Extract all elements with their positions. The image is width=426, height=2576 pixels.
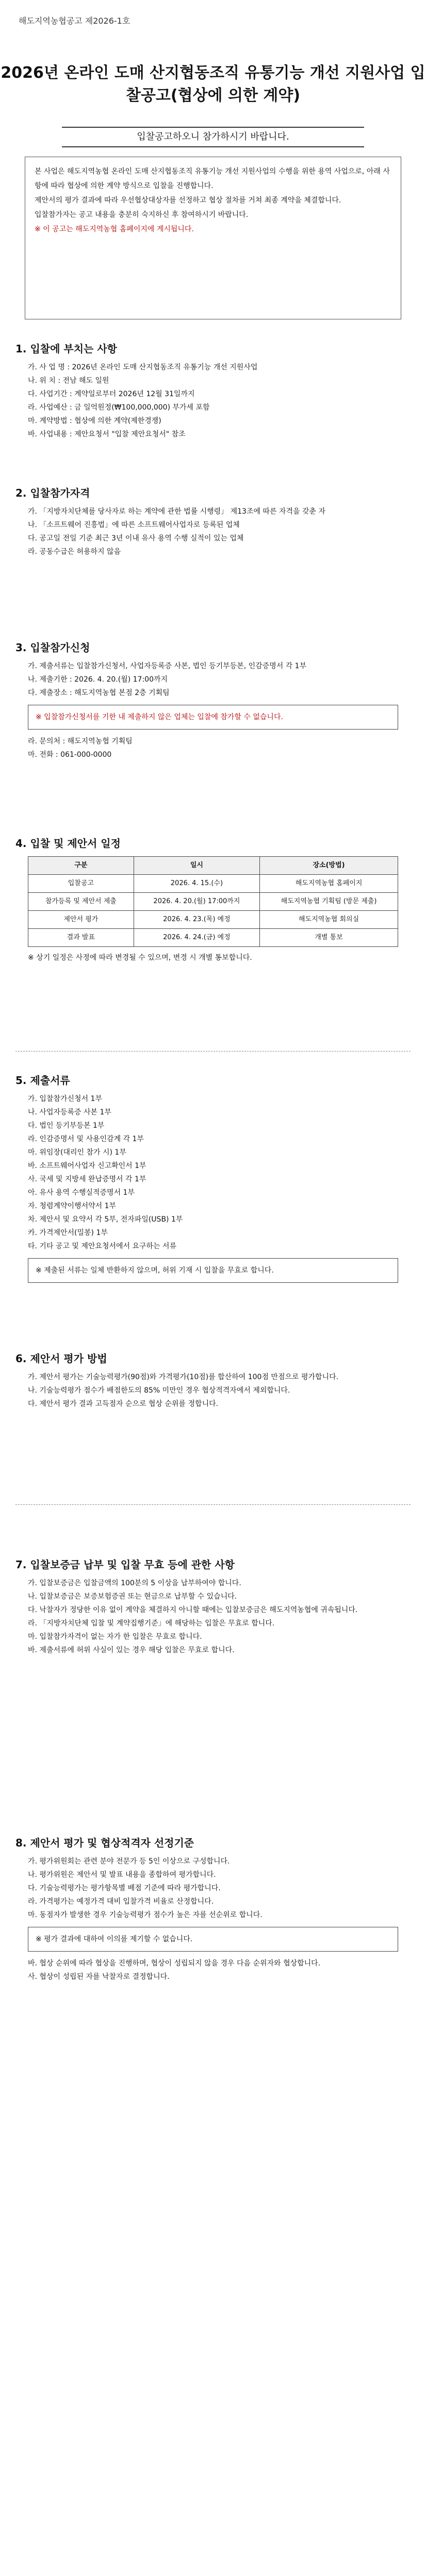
section-heading: 8. 제안서 평가 및 협상적격자 선정기준 [15,1837,194,1849]
section-3 [15,639,411,761]
document-number: 해도지역농협공고 제2026-1호 [19,16,130,26]
table-cell: 2026. 4. 23.(목) 예정 [134,911,259,929]
table-cell: 참가등록 및 제안서 제출 [28,893,134,911]
section-item: 바. 소프트웨어사업자 신고확인서 1부 [28,1162,146,1170]
section-heading: 5. 제출서류 [15,1074,70,1087]
section-item: 가. 「지방자치단체를 당사자로 하는 계약에 관한 법률 시행령」 제13조에 따른 자격을 갖춘 자 [28,507,326,516]
table-row [28,875,398,893]
section-item: 나. 사업자등록증 사본 1부 [28,1108,111,1116]
section-item: 나. 기술능력평가 점수가 배점한도의 85% 미만인 경우 협상적격자에서 제외합니다. [28,1386,290,1395]
notice-box [25,157,401,319]
table-header-row [28,857,398,875]
section-item: 가. 평가위원회는 관련 분야 전문가 등 5인 이상으로 구성합니다. [28,1857,230,1866]
section-item: 바. 사업내용 : 제안요청서 "입찰 제안요청서" 참조 [28,430,186,438]
section-item: 다. 낙찰자가 정당한 이유 없이 계약을 체결하지 아니할 때에는 입찰보증금은 해도지역농협에 귀속됩니다. [28,1606,358,1614]
section-item: 가. 사 업 명 : 2026년 온라인 도매 산지협동조직 유통기능 개선 지원사업 [28,363,258,371]
section-4 [15,835,411,964]
section-heading: 1. 입찰에 부치는 사항 [15,343,117,355]
section-item: 자. 청렴계약이행서약서 1부 [28,1202,117,1210]
section-item: 마. 계약방법 : 협상에 의한 계약(제한경쟁) [28,417,161,425]
table-cell: 해도지역농협 기획팀 (방문 제출) [260,893,398,911]
section-heading: 6. 제안서 평가 방법 [15,1352,107,1365]
section-item: 마. 입찰참가자격이 없는 자가 한 입찰은 무효로 합니다. [28,1633,202,1641]
section-item: 다. 법인 등기부등본 1부 [28,1122,105,1130]
section-item: 가. 제출서류는 입찰참가신청서, 사업자등록증 사본, 법인 등기부등본, 인감증명서 각 1부 [28,662,307,670]
section-item: 라. 문의처 : 해도지역농협 기획팀 [28,737,133,745]
section-item: 마. 전화 : 061-000-0000 [28,751,112,759]
section-item: 카. 가격제안서(밀봉) 1부 [28,1229,108,1237]
section-7 [15,1556,411,1657]
section-heading: 4. 입찰 및 제안서 일정 [15,837,121,850]
section-item: 다. 기술능력평가는 평가항목별 배점 기준에 따라 평가합니다. [28,1884,221,1892]
document-title: 2026년 온라인 도매 산지협동조직 유통기능 개선 지원사업 입찰공고(협상에 의한 계약) [1,64,425,105]
section-item: 사. 국세 및 지방세 완납증명서 각 1부 [28,1175,146,1183]
section-note-box: ※ 제출된 서류는 일체 반환하지 않으며, 허위 기재 시 입찰을 무효로 합니다. [28,1258,398,1283]
section-item: 바. 협상 순위에 따라 협상을 진행하며, 협상이 성립되지 않을 경우 다음 순위자와 협상합니다. [28,1959,321,1968]
section-item: 나. 평가위원은 제안서 및 발표 내용을 종합하여 평가합니다. [28,1871,216,1879]
notice-line: 입찰참가자는 공고 내용을 충분히 숙지하신 후 참여하시기 바랍니다. [35,211,249,219]
section-item: 나. 위 치 : 전남 해도 일원 [28,377,109,385]
table-cell: 2026. 4. 20.(월) 17:00까지 [134,893,259,911]
section-item: 차. 제안서 및 요약서 각 5부, 전자파일(USB) 1부 [28,1215,183,1224]
section-item: 가. 입찰참가신청서 1부 [28,1095,102,1103]
section-item: 나. 「소프트웨어 진흥법」에 따른 소프트웨어사업자로 등록된 업체 [28,521,240,529]
schedule-note: ※ 상기 일정은 사정에 따라 변경될 수 있으며, 변경 시 개별 통보합니다. [28,954,252,962]
table-cell: 제안서 평가 [28,911,134,929]
section-item: 마. 동점자가 발생한 경우 기술능력평가 점수가 높은 자를 선순위로 합니다. [28,1911,263,1919]
table-cell: 해도지역농협 홈페이지 [260,875,398,893]
section-item: 아. 유사 용역 수행실적증명서 1부 [28,1189,135,1197]
table-cell: 2026. 4. 24.(금) 예정 [134,929,259,947]
section-6 [15,1350,411,1411]
section-item: 라. 가격평가는 예정가격 대비 입찰가격 비율로 산정합니다. [28,1897,214,1906]
section-heading: 7. 입찰보증금 납부 및 입찰 무효 등에 관한 사항 [15,1558,235,1571]
table-cell: 해도지역농협 회의실 [260,911,398,929]
section-note-box: ※ 입찰참가신청서를 기한 내 제출하지 않은 업체는 입찰에 참가할 수 없습니다. [28,705,398,730]
notice-line: 제안서의 평가 결과에 따라 우선협상대상자를 선정하고 협상 절차를 거쳐 최종 계약을 체결합니다. [35,196,341,205]
section-2 [15,484,411,558]
section-8 [15,1834,411,1984]
section-heading: 3. 입찰참가신청 [15,641,90,654]
section-item: 바. 제출서류에 허위 사실이 있는 경우 해당 입찰은 무효로 합니다. [28,1646,235,1654]
section-item: 나. 제출기한 : 2026. 4. 20.(월) 17:00까지 [28,675,168,684]
section-item: 라. 공동수급은 허용하지 않음 [28,548,121,556]
section-item: 가. 제안서 평가는 기술능력평가(90점)와 가격평가(10점)를 합산하여 100점 만점으로 평가합니다. [28,1373,339,1381]
section-note-box: ※ 평가 결과에 대하여 이의를 제기할 수 없습니다. [28,1927,398,1952]
table-row [28,911,398,929]
notice-line: 본 사업은 해도지역농협 온라인 도매 산지협동조직 유통기능 개선 지원사업의 수행을 위한 용역 사업으로, 아래 사항에 따라 협상에 의한 계약 방식으로 입찰을 진행합니다. [35,167,390,190]
section-item: 사. 협상이 성립된 자를 낙찰자로 결정합니다. [28,1973,170,1981]
notice-line: ※ 이 공고는 해도지역농협 홈페이지에 게시됩니다. [35,225,194,233]
column-header: 구분 [28,857,134,875]
section-item: 다. 제안서 평가 결과 고득점자 순으로 협상 순위를 정합니다. [28,1400,219,1408]
section-item: 다. 제출장소 : 해도지역농협 본점 2층 기획팀 [28,689,170,697]
column-header: 장소(방법) [260,857,398,875]
section-item: 다. 공고일 전일 기준 최근 3년 이내 유사 용역 수행 실적이 있는 업체 [28,534,244,543]
section-1 [15,340,411,441]
table-row [28,893,398,911]
divider [15,1051,411,1052]
table-cell: 입찰공고 [28,875,134,893]
table-cell: 2026. 4. 15.(수) [134,875,259,893]
section-item: 라. 「지방자치단체 입찰 및 계약집행기준」에 해당하는 입찰은 무효로 합니다. [28,1619,275,1628]
schedule-table [28,856,398,947]
section-item: 다. 사업기간 : 계약일로부터 2026년 12월 31일까지 [28,390,195,398]
section-5 [15,1072,411,1288]
table-row [28,929,398,947]
table-cell: 결과 발표 [28,929,134,947]
table-cell: 개별 통보 [260,929,398,947]
section-item: 타. 기타 공고 및 제안요청서에서 요구하는 서류 [28,1242,177,1250]
section-item: 라. 인감증명서 및 사용인감계 각 1부 [28,1135,144,1143]
section-item: 라. 사업예산 : 금 일억원정(₩100,000,000) 부가세 포함 [28,403,210,412]
section-item: 가. 입찰보증금은 입찰금액의 100분의 5 이상을 납부하여야 합니다. [28,1579,241,1587]
section-item: 나. 입찰보증금은 보증보험증권 또는 현금으로 납부할 수 있습니다. [28,1592,237,1601]
column-header: 일시 [134,857,259,875]
divider [15,1504,411,1505]
section-heading: 2. 입찰참가자격 [15,487,90,499]
document-subtitle: 입찰공고하오니 참가하시기 바랍니다. [62,127,364,147]
section-item: 마. 위임장(대리인 참가 시) 1부 [28,1148,126,1157]
